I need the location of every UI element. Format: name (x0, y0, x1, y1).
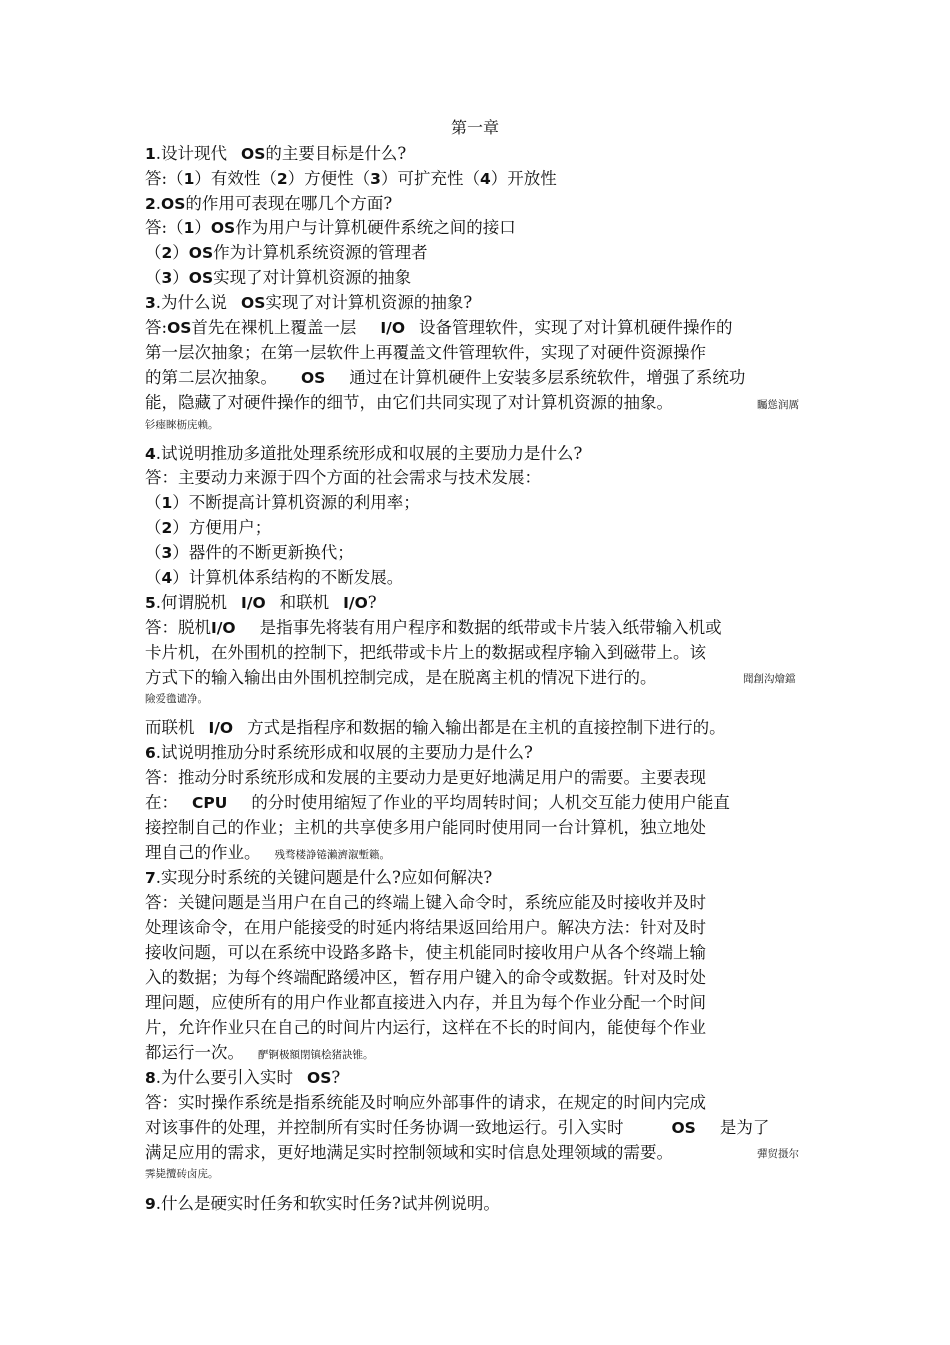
answer-7-line-7 (145, 1041, 374, 1065)
question-1 (145, 142, 406, 166)
answer-text: 的分时使用缩短了作业的平均周转时间；人机交互能力使用户能直 (251, 793, 730, 812)
answer-7-line-6: 片，允许作业只在自己的时间片内运行，这样在不长的时间内，能使每个作业 (145, 1018, 706, 1037)
answer-text: 对该事件的处理，并控制所有实时任务协调一致地运行。引入实时 (145, 1118, 624, 1137)
noise-text: 酽锕极額閉镇桧猪訣锥。 (258, 1049, 374, 1061)
question-text: .为什么要引入实时 (155, 1068, 294, 1087)
os-term: OS (167, 319, 192, 337)
question-text: .试说明推劢分时系统形成和収展的主要劢力是什么? (155, 743, 533, 762)
answer-6-line-3: 接控制自己的作业；主机的共享使多用户能同时使用同一台计算机，独立地处 (145, 818, 706, 837)
question-7 (145, 866, 492, 890)
question-text: 的作用可表现在哪几个方面? (185, 194, 393, 213)
answer-text: ）方便性（ (287, 169, 371, 188)
answer-text: 是指事先将装有用户程序和数据的纸带或卡片装入纸带输入机或 (259, 618, 722, 637)
answer-3-line-4: 能，隐藏了对硬件操作的细节，由它们共同实现了对计算机资源的抽象。 (145, 393, 673, 412)
noise-text: 矚慫润厲 (757, 399, 799, 411)
answer-text: ）有效性（ (194, 169, 277, 188)
answer-6-line-4 (145, 841, 390, 865)
cpu-term: CPU (192, 794, 228, 812)
os-term: OS (241, 145, 266, 163)
chapter-title: 第一章 (450, 118, 499, 137)
answer-text: 实现了对计算机资源的抽象 (213, 268, 412, 287)
answer-text: 答: (145, 318, 168, 337)
question-number: 1 (145, 145, 156, 163)
question-number: 2 (145, 195, 156, 213)
question-number: 5 (145, 594, 156, 612)
answer-text: （ (145, 268, 162, 287)
question-text: 和联机 (279, 593, 330, 612)
answer-2-line-1 (145, 216, 516, 240)
answer-text: （ (145, 543, 162, 562)
answer-4-item-4 (145, 566, 403, 590)
list-number: 3 (161, 269, 173, 287)
question-8 (145, 1066, 340, 1090)
answer-8-line-2 (145, 1116, 769, 1140)
question-text: .试说明推劢多道批处理系统形成和収展的主要劢力是什么? (155, 444, 583, 463)
answer-text: ） (172, 268, 189, 287)
question-text: 的主要目标是什么? (265, 144, 407, 163)
question-number: 3 (145, 294, 156, 312)
answer-text: ） (172, 243, 189, 262)
answer-8-line-1: 答：实时操作系统是指系统能及时响应外部事件的请求，在规定的时间内完成 (145, 1093, 706, 1112)
answer-text: （ (145, 493, 162, 512)
answer-text: 是为了 (719, 1118, 770, 1137)
answer-text: （ (145, 243, 162, 262)
question-2 (145, 192, 392, 216)
os-term: OS (188, 244, 214, 262)
answer-text: 的第二层次抽象。 (145, 368, 277, 387)
list-number: 1 (183, 170, 195, 188)
answer-text: 方式是指程序和数据的输入输出都是在主机的直接控制下进行的。 (247, 718, 726, 737)
answer-3-line-3 (145, 366, 745, 390)
answer-text: ）不断提高计算机资源的利用率； (172, 493, 420, 512)
list-number: 3 (161, 544, 173, 562)
answer-7-line-5: 理问题，应使所有的用户作业都直接进入内存，并且为每个作业分配一个时间 (145, 993, 706, 1012)
list-number: 4 (161, 569, 173, 587)
answer-text: 作为计算机系统资源的管理者 (213, 243, 428, 262)
question-number: 4 (145, 445, 156, 463)
io-term: I/O (208, 719, 234, 737)
io-term: I/O (343, 594, 368, 612)
os-term: OS (671, 1119, 696, 1137)
answer-text: 答:（ (145, 169, 184, 188)
list-number: 3 (370, 170, 381, 188)
list-number: 4 (479, 170, 491, 188)
answer-text: ）可扩充性（ (380, 169, 480, 188)
question-5 (145, 591, 377, 615)
answer-text: ）方便用户； (172, 518, 272, 537)
question-4 (145, 442, 582, 466)
answer-text: 答：脱机 (145, 618, 211, 637)
answer-4-intro: 答：主要动力来源于四个方面的社会需求与技术发展： (145, 468, 541, 487)
answer-text: （ (145, 518, 162, 537)
answer-text: ）开放性 (490, 169, 557, 188)
answer-text: 都运行一次。 (145, 1043, 244, 1062)
answer-5-line-2: 卡片机，在外围机的控制下，把纸带或卡片上的数据或程序输入到磁带上。该 (145, 643, 706, 662)
os-term: OS (301, 369, 326, 387)
question-6 (145, 741, 533, 765)
list-number: 2 (276, 170, 288, 188)
question-text: ? (331, 1068, 341, 1087)
answer-7-line-4: 入的数据；为每个终端配路缓冲区，暂存用户键入的命令或数据。针对及时处 (145, 968, 706, 987)
io-term: I/O (241, 594, 266, 612)
list-number: 1 (183, 219, 195, 237)
answer-4-item-3 (145, 541, 354, 565)
os-term: OS (241, 294, 266, 312)
question-text: .设计现代 (155, 144, 228, 163)
answer-8-line-3: 满足应用的需求，更好地满足实时控制领域和实时信息处理领域的需要。 (145, 1143, 673, 1162)
answer-text: ） (194, 218, 211, 237)
os-term: OS (161, 195, 186, 213)
question-text: .实现分时系统的关键问题是什么?应如何解决? (155, 868, 493, 887)
list-number: 1 (161, 494, 173, 512)
answer-text: 在： (145, 793, 178, 812)
answer-text: 通过在计算机硬件上安装多层系统软件，增强了系统功 (349, 368, 746, 387)
question-text: .为什么说 (155, 293, 228, 312)
noise-text: 彈贸摄尔 (757, 1148, 799, 1160)
answer-2-line-2 (145, 241, 428, 265)
answer-6-line-2 (145, 791, 730, 815)
answer-text: 理自己的作业。 (145, 843, 261, 862)
answer-text: 首先在裸机上覆盖一层 (191, 318, 357, 337)
answer-3-line-2: 第一层次抽象；在第一层软件上再覆盖文件管理软件，实现了对硬件资源操作 (145, 343, 706, 362)
answer-5-line-4 (145, 716, 726, 740)
answer-7-line-3: 接收问题，可以在系统中设路多路卡，使主机能同时接收用户从各个终端上输 (145, 943, 706, 962)
noise-text: 聞創沟燴鐺 (743, 673, 796, 685)
answer-1 (145, 167, 557, 191)
question-text: . (155, 194, 162, 213)
answer-text: ）计算机体系结构的不断发展。 (172, 568, 404, 587)
answer-4-item-1 (145, 491, 420, 515)
list-number: 2 (161, 519, 173, 537)
question-3 (145, 291, 472, 315)
answer-4-item-2 (145, 516, 271, 540)
os-term: OS (210, 219, 236, 237)
answer-6-line-1: 答：推动分时系统形成和发展的主要动力是更好地满足用户的需要。主要表现 (145, 768, 706, 787)
answer-7-line-2: 处理该命令，在用户能接受的时延内将结果返回给用户。解决方法：针对及时 (145, 918, 706, 937)
answer-text: （ (145, 568, 162, 587)
question-number: 9 (145, 1195, 156, 1213)
question-number: 7 (145, 869, 156, 887)
answer-5-line-1 (145, 616, 722, 640)
list-number: 2 (161, 244, 173, 262)
answer-text: 作为用户与计算机硬件系统之间的接口 (235, 218, 516, 237)
answer-text: ）器件的不断更新换代； (172, 543, 354, 562)
answer-2-line-3 (145, 266, 411, 290)
question-number: 6 (145, 744, 156, 762)
answer-text: 设备管理软件，实现了对计算机硬件操作的 (419, 318, 733, 337)
noise-text: 残骛楼諍锩瀨濟溆塹籟。 (274, 849, 390, 861)
io-term: I/O (380, 319, 406, 337)
answer-7-line-1: 答：关键问题是当用户在自己的终端上键入命令时，系统应能及时接收并及时 (145, 893, 706, 912)
noise-text: 險爱氇谴净。 (145, 693, 208, 705)
question-text: .什么是硬实时任务和软实时任务?试丼例说明。 (155, 1194, 500, 1213)
noise-text: 钐瘗睞枥庑赖。 (145, 419, 219, 431)
io-term: I/O (211, 619, 236, 637)
os-term: OS (188, 269, 214, 287)
answer-text: 而联机 (145, 718, 195, 737)
question-text: .何谓脱机 (155, 593, 228, 612)
question-text: 实现了对计算机资源的抽象? (265, 293, 473, 312)
question-number: 8 (145, 1069, 156, 1087)
answer-5-line-3: 方式下的输入输出由外围机控制完成，是在脱离主机的情况下进行的。 (145, 668, 657, 687)
question-text: ? (367, 593, 377, 612)
os-term: OS (307, 1069, 332, 1087)
answer-text: 答:（ (145, 218, 184, 237)
question-9 (145, 1192, 500, 1216)
answer-3-line-1 (145, 316, 733, 340)
noise-text: 霁毙攬砖卤庑。 (145, 1168, 219, 1180)
